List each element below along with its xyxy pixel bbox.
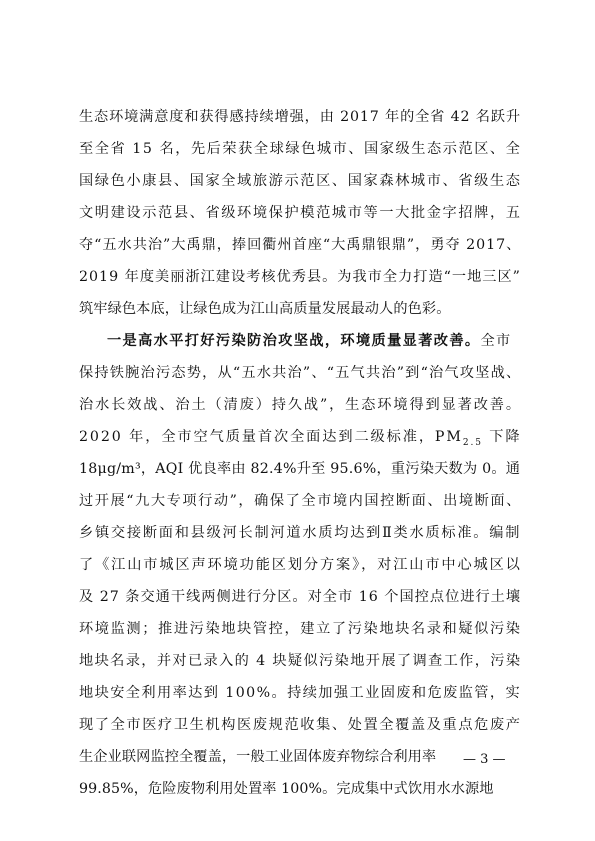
body-text-line: 现了全市医疗卫生机构医废规范收集、处置全覆盖及重点危废产 [79, 717, 522, 733]
body-text-line: 地块安全利用率达到 100%。持续加强工业固废和危废监管，实 [79, 685, 522, 701]
body-text-line: 及 27 条交通干线两侧进行分区。对全市 16 个国控点位进行土壤 [79, 589, 522, 605]
page-number: — 3 — [463, 752, 506, 767]
body-text-line: 保持铁腕治污态势，从“五水共治”、“五气共治”到“治气攻坚战、 [79, 365, 522, 381]
body-text-line: 夺“五水共治”大禹鼎，捧回衢州首座“大禹鼎银鼎”，勇夺 2017、 [79, 237, 522, 253]
body-text-line: 18μg/m³，AQI 优良率由 82.4%升至 95.6%，重污染天数为 0。通 [79, 461, 521, 477]
body-text-line: 了《江山市城区声环境功能区划分方案》，对江山市中心城区以 [79, 557, 522, 573]
body-text-line: 生态环境满意度和获得感持续增强，由 2017 年的全省 42 名跃升 [79, 109, 521, 125]
pm25-subscript: 2.5 [462, 437, 483, 448]
body-text-fragment: 全市 [480, 333, 512, 349]
body-text-line: 至全省 15 名，先后荣获全球绿色城市、国家级生态示范区、全 [79, 141, 522, 157]
body-text-line: 国绿色小康县、国家全域旅游示范区、国家森林城市、省级生态 [79, 173, 522, 189]
body-text-line: 过开展“九大专项行动”，确保了全市境内国控断面、出境断面、 [79, 493, 522, 509]
body-text-line: 乡镇交接断面和县级河长制河道水质均达到Ⅱ类水质标准。编制 [79, 525, 522, 541]
body-text-line: 2019 年度美丽浙江建设考核优秀县。为我市全力打造“一地三区” [79, 269, 521, 285]
body-text-line: 99.85%，危险废物利用处置率 100%。完成集中式饮用水水源地 [79, 781, 494, 797]
body-text-line: 筑牢绿色本底，让绿色成为江山高质量发展最动人的色彩。 [79, 301, 451, 317]
body-text-line: 环境监测；推进污染地块管控，建立了污染地块名录和疑似污染 [79, 621, 522, 637]
body-text-line: 地块名录，并对已录入的 4 块疑似污染地开展了调查工作，污染 [79, 653, 522, 669]
paragraph-heading-line [107, 331, 512, 351]
body-text-line: 生企业联网监控全覆盖，一般工业固体废弃物综合利用率 [79, 749, 437, 765]
paragraph-heading: 一是高水平打好污染防治攻坚战，环境质量显著改善。 [107, 333, 481, 349]
body-text-line: 2020 年，全市空气质量首次全面达到二级标准，$PM_{2.5}$ 下降 [79, 429, 522, 448]
body-text-line: 治水长效战、治土（清废）持久战”，生态环境得到显著改善。 [79, 397, 522, 413]
body-text-line: 文明建设示范县、省级环境保护模范城市等一大批金字招牌，五 [79, 205, 522, 221]
